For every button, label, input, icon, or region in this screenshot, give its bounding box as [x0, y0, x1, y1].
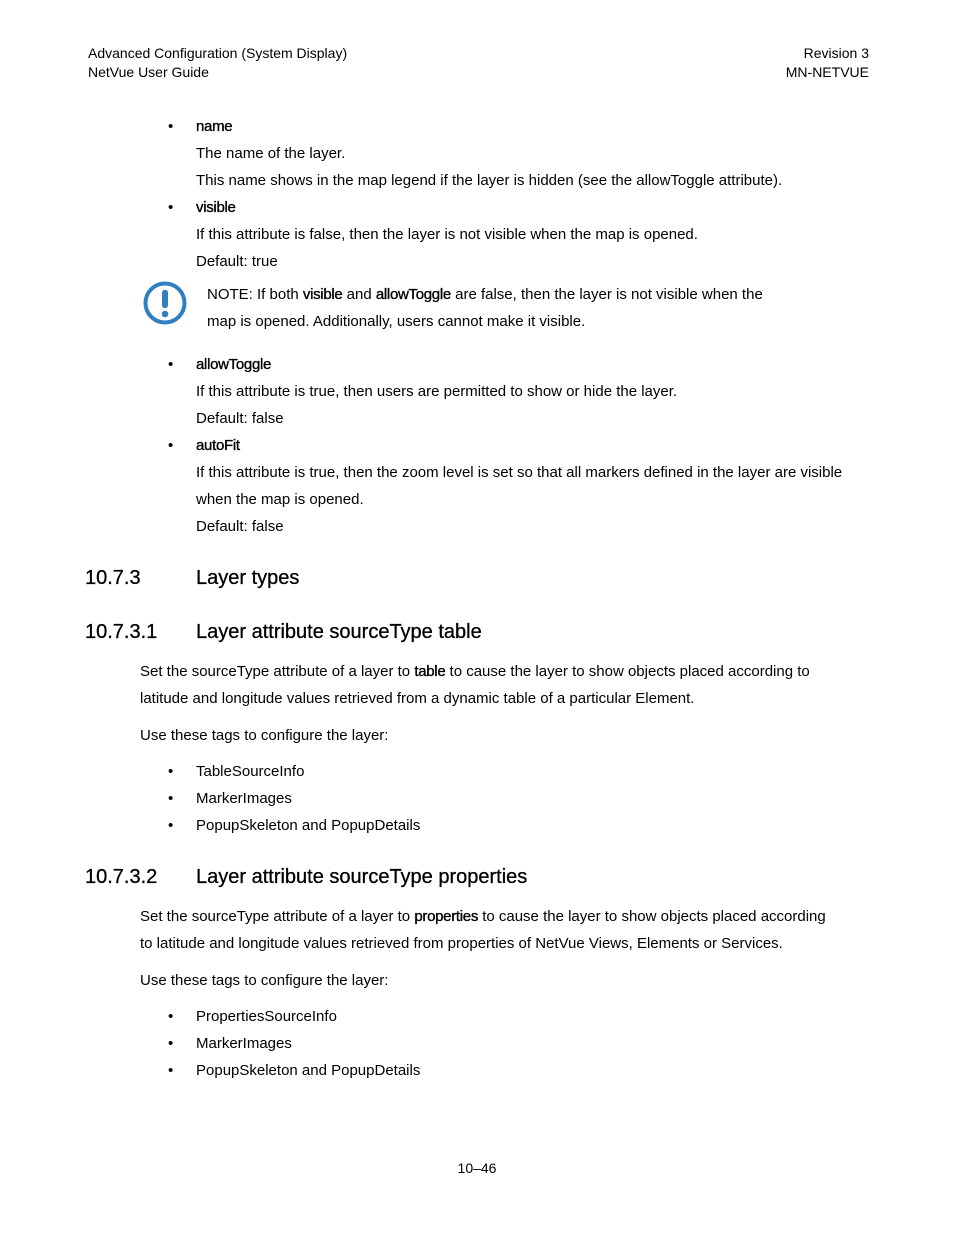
running-header-right: [786, 44, 869, 82]
para-suffix: to cause the layer to show objects placed according: [478, 908, 826, 925]
attribute-allowtoggle-term: [196, 355, 271, 375]
term-table: table: [414, 663, 446, 680]
header-document-title: NetVue User Guide: [88, 64, 209, 80]
properties-para-line-1: [140, 907, 826, 927]
table-tags-intro: Use these tags to configure the layer:: [140, 727, 389, 744]
note-term-visible: visible: [302, 286, 343, 303]
attribute-visible-term: [196, 198, 236, 218]
page-number: 10–46: [457, 1160, 497, 1176]
attribute-allowtoggle-desc: If this attribute is true, then users are permitted to show or hide the layer.: [196, 383, 678, 400]
section-title: Layer attribute sourceType properties: [196, 866, 528, 888]
attribute-visible-desc: If this attribute is false, then the layer is not visible when the map is opened.: [196, 226, 698, 243]
para-suffix: to cause the layer to show objects placed according to: [445, 663, 810, 680]
list-item: • PropertiesSourceInfo: [196, 1007, 337, 1027]
section-title: Layer attribute sourceType table: [196, 621, 482, 643]
note-suffix: are false, then the layer is not visible when the: [450, 286, 763, 303]
exclamation-circle-icon: [141, 279, 189, 327]
para-prefix: Set the sourceType attribute of a layer to: [140, 663, 415, 680]
section-number: 10.7.3: [85, 567, 141, 589]
attribute-name-desc-2: This name shows in the map legend if the layer is hidden (see the allowToggle attribute).: [196, 172, 783, 189]
term-visible: visible: [196, 199, 236, 216]
list-item: • MarkerImages: [196, 1034, 292, 1054]
header-chapter-title: Advanced Configuration (System Display): [88, 45, 348, 61]
header-revision: Revision 3: [803, 45, 869, 61]
term-properties: properties: [414, 908, 479, 925]
properties-tags-intro: Use these tags to configure the layer:: [140, 972, 389, 989]
note-term-allowtoggle: allowToggle: [375, 286, 451, 303]
attribute-name-term: [196, 117, 232, 137]
attribute-autofit-desc-2: when the map is opened.: [196, 491, 364, 508]
attribute-allowtoggle-default: Default: false: [196, 410, 284, 427]
term-autofit: autoFit: [196, 437, 240, 454]
para-prefix: Set the sourceType attribute of a layer to: [140, 908, 415, 925]
table-para-line-2: latitude and longitude values retrieved from a dynamic table of a particular Element.: [140, 690, 695, 707]
section-number: 10.7.3.1: [85, 621, 158, 643]
term-name: name: [196, 118, 233, 135]
note-mid: and: [342, 286, 376, 303]
running-header-left: [88, 44, 347, 82]
header-document-number: MN-NETVUE: [785, 64, 869, 80]
table-para-line-1: [140, 662, 810, 682]
attribute-autofit-default: Default: false: [196, 518, 284, 535]
attribute-visible-default: Default: true: [196, 253, 278, 270]
term-allowtoggle: allowToggle: [196, 356, 272, 373]
list-item: • MarkerImages: [196, 789, 292, 809]
attribute-autofit-term: [196, 436, 240, 456]
list-item: • TableSourceInfo: [196, 762, 304, 782]
section-number: 10.7.3.2: [85, 866, 158, 888]
attribute-name-desc-1: The name of the layer.: [196, 145, 346, 162]
section-title: Layer types: [196, 567, 300, 589]
list-item: • PopupSkeleton and PopupDetails: [196, 1061, 420, 1081]
properties-para-line-2: to latitude and longitude values retrieved from properties of NetVue Views, Elements or Services.: [140, 935, 783, 952]
attribute-autofit-desc-1: If this attribute is true, then the zoom level is set so that all markers defined in the layer are visible: [196, 464, 843, 481]
note-line-1: [207, 285, 763, 305]
list-item: • PopupSkeleton and PopupDetails: [196, 816, 420, 836]
note-prefix: NOTE: If both: [207, 286, 303, 303]
note-line-2: map is opened. Additionally, users cannot make it visible.: [207, 313, 586, 330]
